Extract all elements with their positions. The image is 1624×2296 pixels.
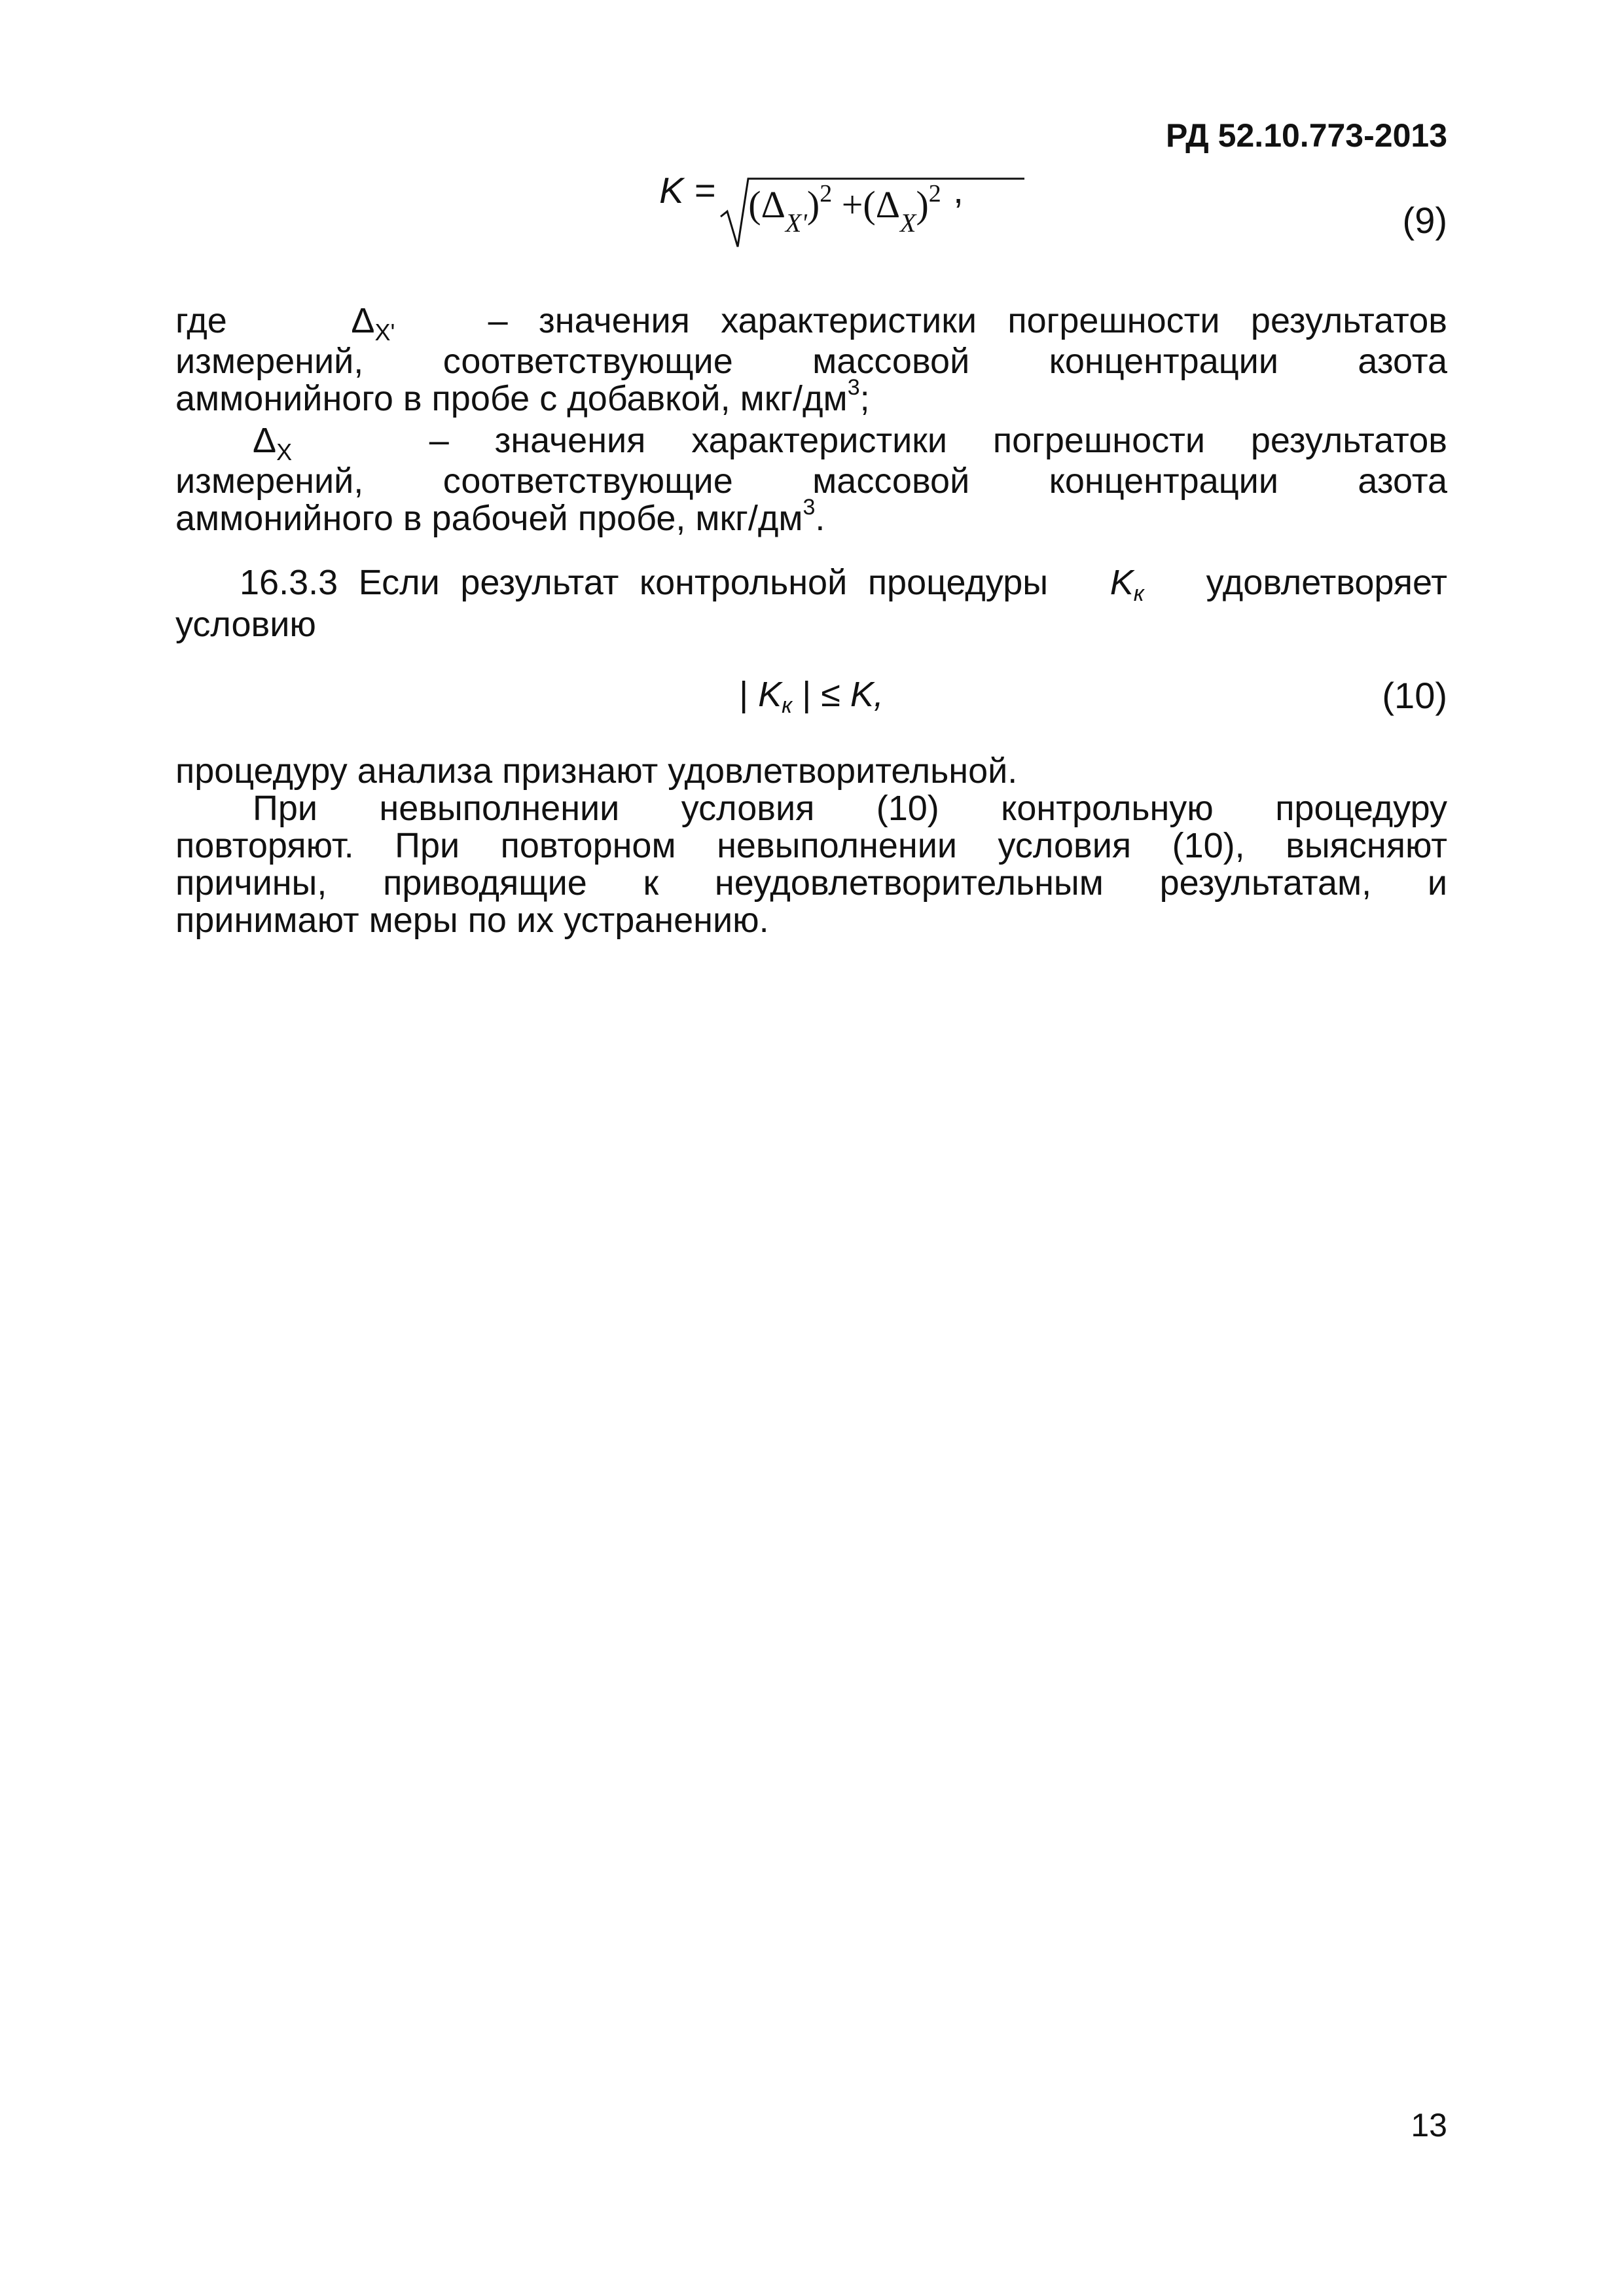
formula-10-expression bbox=[175, 674, 1447, 718]
k-subscript: к bbox=[782, 693, 793, 718]
where-line-4 bbox=[175, 422, 1447, 463]
formula-9-lhs: K = bbox=[659, 170, 715, 211]
term1-close: ) bbox=[806, 183, 820, 226]
term2-close: ) bbox=[916, 183, 929, 226]
where-line-3-end: ; bbox=[859, 379, 870, 418]
where-line-6-end: . bbox=[815, 499, 825, 538]
section-16-3-3 bbox=[175, 564, 1447, 643]
square-root-sign-icon bbox=[718, 173, 1026, 252]
square-root bbox=[718, 173, 941, 238]
conclusion-block bbox=[175, 753, 1447, 939]
term1-exponent: 2 bbox=[820, 180, 833, 208]
conclusion-line-2: При невыполнении условия (10) контрольную процедуру bbox=[253, 789, 1447, 828]
where-word: где bbox=[175, 301, 227, 340]
where-block bbox=[175, 302, 1447, 542]
where-line-4-text: – значения характеристики погрешности результатов bbox=[429, 421, 1447, 460]
formula-10 bbox=[175, 674, 1447, 726]
section-line-2: условию bbox=[175, 605, 316, 644]
formula-9-expression bbox=[175, 169, 1447, 238]
k-subscript: к bbox=[1133, 581, 1144, 606]
conclusion-line-1: процедуру анализа признают удовлетворительной. bbox=[175, 751, 1018, 791]
delta-subscript-x: X bbox=[276, 439, 293, 465]
unit-exponent: 3 bbox=[803, 495, 816, 520]
delta-symbol: Δ bbox=[253, 421, 277, 460]
abs-bar-close-leq: | ≤ bbox=[802, 675, 840, 714]
section-line-1 bbox=[175, 564, 1447, 606]
term1-subscript: X' bbox=[785, 208, 807, 238]
k-rhs: K, bbox=[850, 675, 884, 714]
equation-number-10: (10) bbox=[1382, 675, 1447, 716]
section-line-1-end: удовлетворяет bbox=[1206, 563, 1448, 602]
k-symbol: K bbox=[1110, 563, 1134, 602]
conclusion-line-4: причины, приводящие к неудовлетворительным результатам, и bbox=[175, 863, 1447, 903]
where-line-3 bbox=[175, 375, 1447, 422]
conclusion-line-5: принимают меры по их устранению. bbox=[175, 901, 769, 940]
where-line-6 bbox=[175, 495, 1447, 542]
term2-exponent: 2 bbox=[928, 180, 941, 208]
term2-subscript: X bbox=[900, 208, 916, 238]
abs-bar-open: | bbox=[739, 675, 749, 714]
where-line-5: измерений, соответствующие массовой концентрации азота bbox=[175, 461, 1447, 501]
where-line-1-text: – значения характеристики погрешности результатов bbox=[488, 301, 1447, 340]
where-line-1 bbox=[175, 301, 1447, 346]
formula-9-comma: , bbox=[953, 170, 964, 211]
page-number: 13 bbox=[1411, 2107, 1447, 2144]
where-line-3-text: аммонийного в пробе с добавкой, мкг/дм bbox=[175, 379, 848, 418]
equation-number-9: (9) bbox=[1402, 200, 1447, 241]
document-code: РД 52.10.773-2013 bbox=[1165, 117, 1447, 154]
delta-symbol: Δ bbox=[351, 301, 375, 340]
conclusion-line-3: повторяют. При повторном невыполнении условия (10), выясняют bbox=[175, 826, 1447, 865]
formula-9 bbox=[175, 169, 1447, 247]
term2-open: +(Δ bbox=[832, 183, 901, 226]
unit-exponent: 3 bbox=[847, 375, 860, 400]
section-line-1-text: 16.3.3 Если результат контрольной процедуры bbox=[240, 563, 1049, 602]
term1-open: (Δ bbox=[748, 183, 785, 226]
where-line-6-text: аммонийного в рабочей пробе, мкг/дм bbox=[175, 499, 803, 538]
k-symbol: K bbox=[758, 675, 782, 714]
where-line-2: измерений, соответствующие массовой концентрации азота bbox=[175, 342, 1447, 381]
delta-subscript-x-prime: X' bbox=[374, 319, 395, 346]
